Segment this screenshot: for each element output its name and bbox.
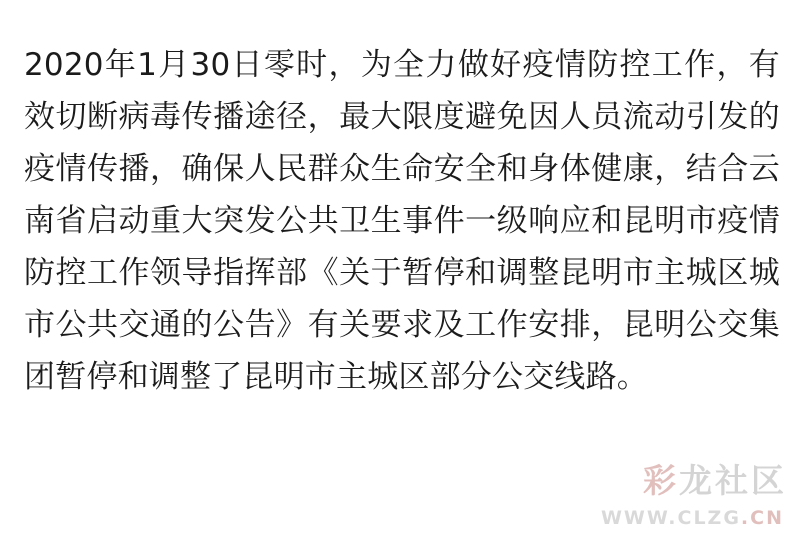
- site-watermark: [594, 463, 784, 541]
- watermark-char-4: 区: [751, 461, 784, 500]
- watermark-url-main: WWW.CLZG: [600, 507, 741, 529]
- watermark-url: [601, 507, 784, 529]
- watermark-url-suffix: .CN: [740, 507, 784, 529]
- watermark-char-2: 龙: [679, 461, 712, 500]
- article-body-text: 2020年1月30日零时，为全力做好疫情防控工作，有效切断病毒传播途径，最大限度避免因人员流动引发的疫情传播，确保人民群众生命安全和身体健康，结合云南省启动重大突发公共卫生事件一级响应和昆明市疫情防控工作领导指挥部《关于暂停和调整昆明市主城区城市公共交通的公告》有关要求及工作安排，昆明公交集团暂停和调整了昆明市主城区部分公交线路。: [24, 47, 780, 395]
- watermark-logo: [643, 463, 784, 499]
- watermark-char-1: 彩: [643, 461, 676, 500]
- watermark-char-3: 社: [715, 461, 748, 500]
